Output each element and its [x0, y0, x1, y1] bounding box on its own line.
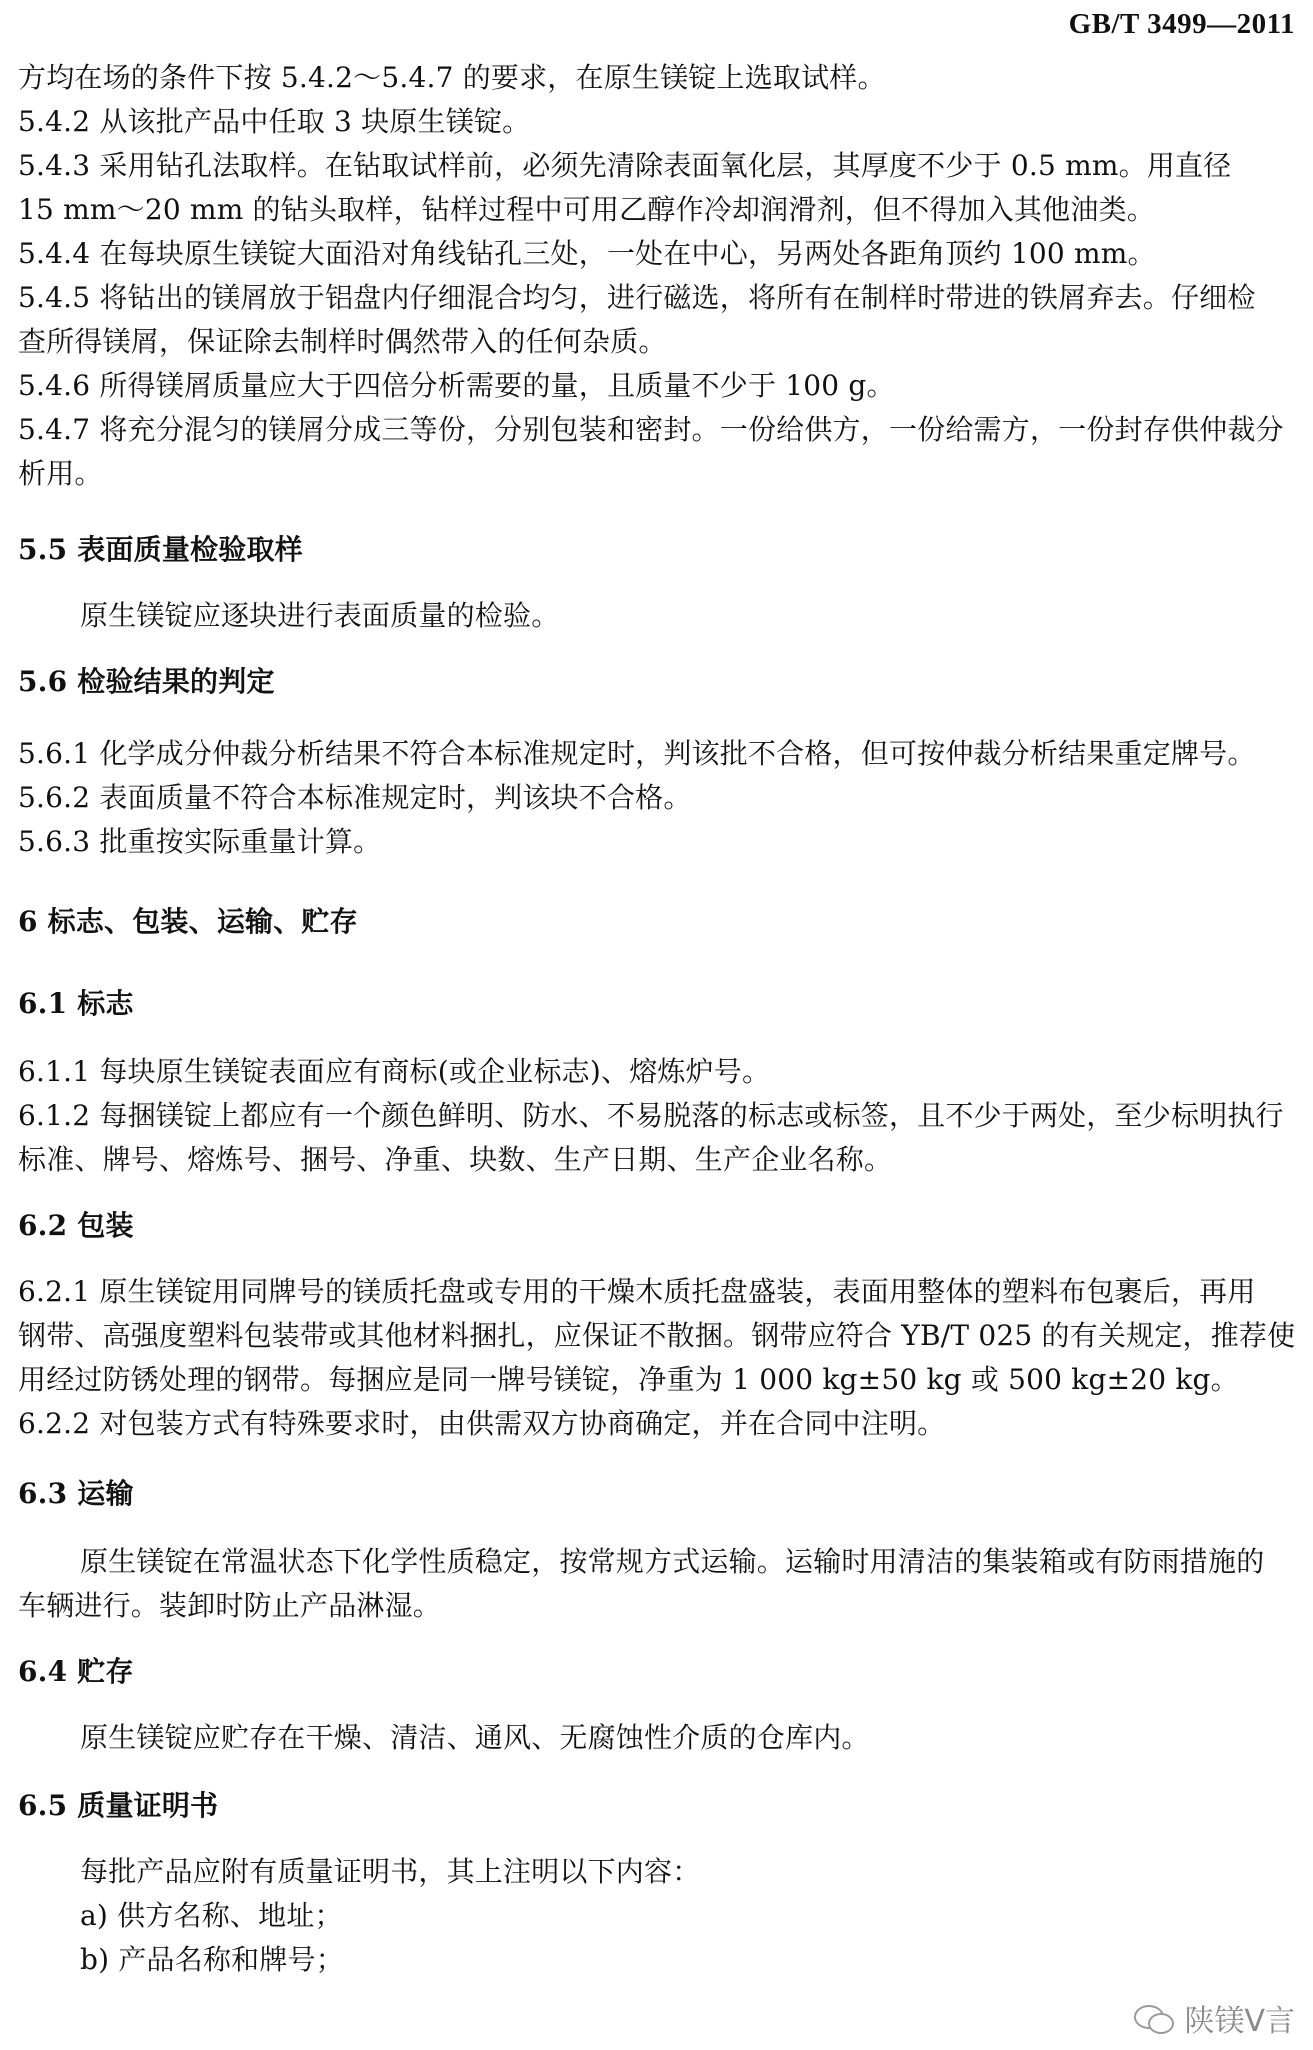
clause-5-4-7: 5.4.7 将充分混匀的镁屑分成三等份，分别包装和密封。一份给供方，一份给需方，一份封存供仲裁分	[18, 413, 1284, 446]
clause-5-4-2: 5.4.2 从该批产品中任取 3 块原生镁锭。	[18, 105, 531, 138]
section-6-4-text: 原生镁锭应贮存在干燥、清洁、通风、无腐蚀性介质的仓库内。	[80, 1721, 870, 1754]
section-heading-6-5: 6.5 质量证明书	[18, 1789, 219, 1822]
clause-5-4-5-cont: 查所得镁屑，保证除去制样时偶然带入的任何杂质。	[18, 325, 667, 358]
section-6-3-text-cont: 车辆进行。装卸时防止产品淋湿。	[18, 1589, 442, 1622]
clause-5-4-3: 5.4.3 采用钻孔法取样。在钻取试样前，必须先清除表面氧化层，其厚度不少于 0.5 mm。用直径	[18, 149, 1232, 182]
clause-5-4-4: 5.4.4 在每块原生镁锭大面沿对角线钻孔三处，一处在中心，另两处各距角顶约 100 mm。	[18, 237, 1156, 270]
clause-5-6-2: 5.6.2 表面质量不符合本标准规定时，判该块不合格。	[18, 781, 692, 814]
clause-5-6-3: 5.6.3 批重按实际重量计算。	[18, 825, 382, 858]
chapter-heading-6: 6 标志、包装、运输、贮存	[18, 905, 358, 938]
section-heading-6-3: 6.3 运输	[18, 1477, 134, 1510]
standard-code: GB/T 3499—2011	[1068, 8, 1295, 40]
list-item-a: a) 供方名称、地址；	[80, 1899, 343, 1932]
section-6-3-text: 原生镁锭在常温状态下化学性质稳定，按常规方式运输。运输时用清洁的集装箱或有防雨措施的	[80, 1545, 1265, 1578]
section-6-5-text: 每批产品应附有质量证明书，其上注明以下内容：	[80, 1855, 701, 1888]
clause-5-4-5: 5.4.5 将钻出的镁屑放于铝盘内仔细混合均匀，进行磁选，将所有在制样时带进的铁屑弃去。仔细检	[18, 281, 1256, 314]
clause-6-1-1: 6.1.1 每块原生镁锭表面应有商标(或企业标志)、熔炼炉号。	[18, 1055, 771, 1088]
section-heading-6-2: 6.2 包装	[18, 1209, 134, 1242]
list-item-b: b) 产品名称和牌号；	[80, 1943, 344, 1976]
section-heading-5-6: 5.6 检验结果的判定	[18, 665, 275, 698]
section-heading-6-1: 6.1 标志	[18, 987, 134, 1020]
clause-5-6-1: 5.6.1 化学成分仲裁分析结果不符合本标准规定时，判该批不合格，但可按仲裁分析结果重定牌号。	[18, 737, 1256, 770]
watermark-text: 陕镁V言	[1184, 2004, 1295, 2039]
section-heading-5-5: 5.5 表面质量检验取样	[18, 533, 303, 566]
clause-6-2-1-cont2: 用经过防锈处理的钢带。每捆应是同一牌号镁锭，净重为 1 000 kg±50 kg 或 500 kg±20 kg。	[18, 1363, 1239, 1396]
wechat-icon	[1132, 2002, 1174, 2034]
clause-5-4-3-cont: 15 mm～20 mm 的钻头取样，钻样过程中可用乙醇作冷却润滑剂，但不得加入其他油类。	[18, 193, 1155, 226]
clause-6-1-2-cont: 标准、牌号、熔炼号、捆号、净重、块数、生产日期、生产企业名称。	[18, 1143, 893, 1176]
clause-6-2-1-cont: 钢带、高强度塑料包装带或其他材料捆扎，应保证不散捆。钢带应符合 YB/T 025 的有关规定，推荐使	[18, 1319, 1296, 1352]
clause-5-4-6: 5.4.6 所得镁屑质量应大于四倍分析需要的量，且质量不少于 100 g。	[18, 369, 895, 402]
clause-5-4-7-cont: 析用。	[18, 457, 103, 490]
clause-6-1-2: 6.1.2 每捆镁锭上都应有一个颜色鲜明、防水、不易脱落的标志或标签，且不少于两处，至少标明执行	[18, 1099, 1284, 1132]
section-heading-6-4: 6.4 贮存	[18, 1655, 134, 1688]
paragraph-line: 方均在场的条件下按 5.4.2～5.4.7 的要求，在原生镁锭上选取试样。	[18, 61, 886, 94]
clause-6-2-1: 6.2.1 原生镁锭用同牌号的镁质托盘或专用的干燥木质托盘盛装，表面用整体的塑料布包裹后，再用	[18, 1275, 1256, 1308]
clause-6-2-2: 6.2.2 对包装方式有特殊要求时，由供需双方协商确定，并在合同中注明。	[18, 1407, 946, 1440]
section-5-5-text: 原生镁锭应逐块进行表面质量的检验。	[80, 599, 560, 632]
watermark	[1132, 1996, 1295, 2040]
